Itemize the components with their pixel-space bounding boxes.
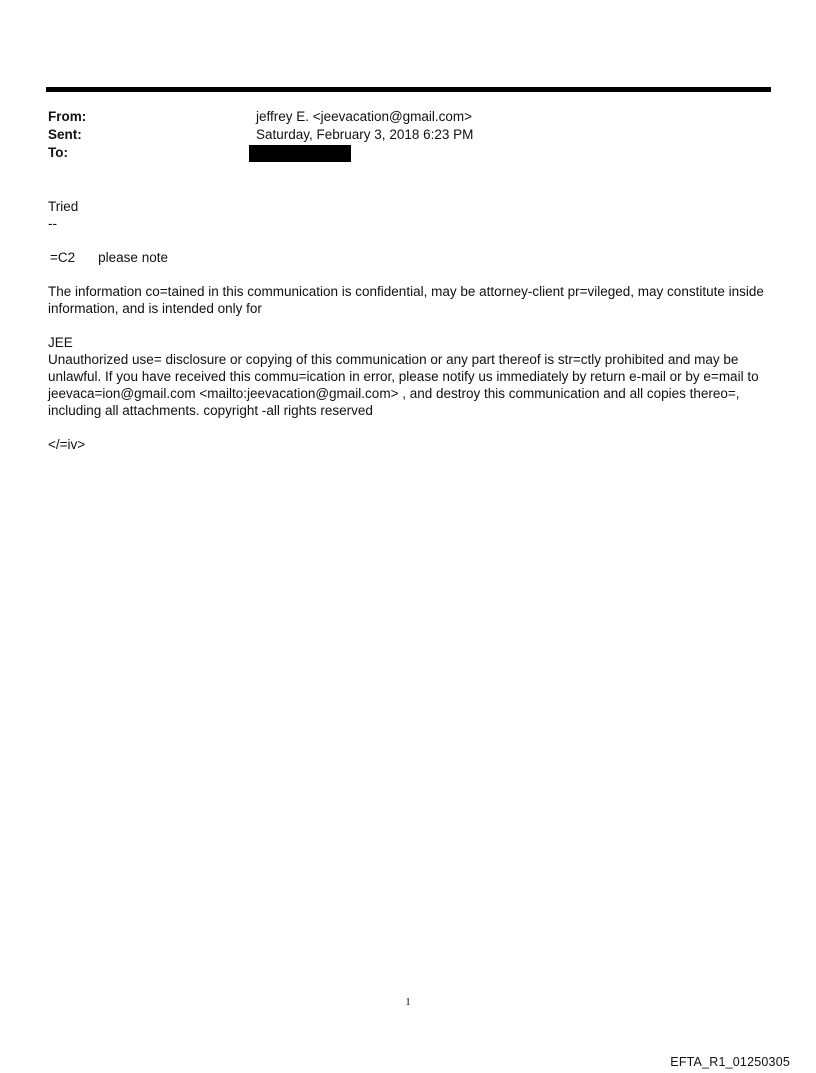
signoff: JEE (48, 335, 73, 350)
note-code: =C2 (50, 250, 76, 265)
to-row (48, 144, 768, 162)
header-divider-rule (46, 87, 771, 92)
email-body (48, 198, 773, 453)
from-row (48, 108, 768, 126)
to-redaction-box (249, 145, 351, 162)
page-number: 1 (405, 996, 411, 1008)
unauthorized-use-paragraph: Unauthorized use= disclosure or copying of this communication or any part thereof is str=ctly prohibited and may be unlawful. If you have received this commu=ication in error, please notify us immediately by return e-mail or by e=mail to jeevaca=ion@gmail.com <mailto:jeevacation@gmail.com> , and destroy this communication and all copies thereo=, including all attachments. copyright -all rights reserved (48, 352, 763, 418)
body-line-dashes: -- (48, 216, 57, 231)
confidentiality-paragraph: The information co=tained in this communication is confidential, may be attorney-client pr=vileged, may constitute inside information, and is intended only for (48, 284, 768, 316)
from-value: jeffrey E. <jeevacation@gmail.com> (256, 109, 473, 124)
to-label: To: (48, 145, 68, 160)
note-text: please note (98, 250, 168, 265)
body-line-tried: Tried (48, 199, 79, 214)
body-note-line (48, 249, 773, 266)
sent-value: Saturday, February 3, 2018 6:23 PM (256, 127, 474, 142)
document-id: EFTA_R1_01250305 (670, 1055, 790, 1069)
sent-row (48, 126, 768, 144)
closing-tag-text: </=iv> (48, 437, 86, 452)
sent-label: Sent: (48, 127, 82, 142)
email-header (48, 108, 768, 162)
from-label: From: (48, 109, 87, 124)
